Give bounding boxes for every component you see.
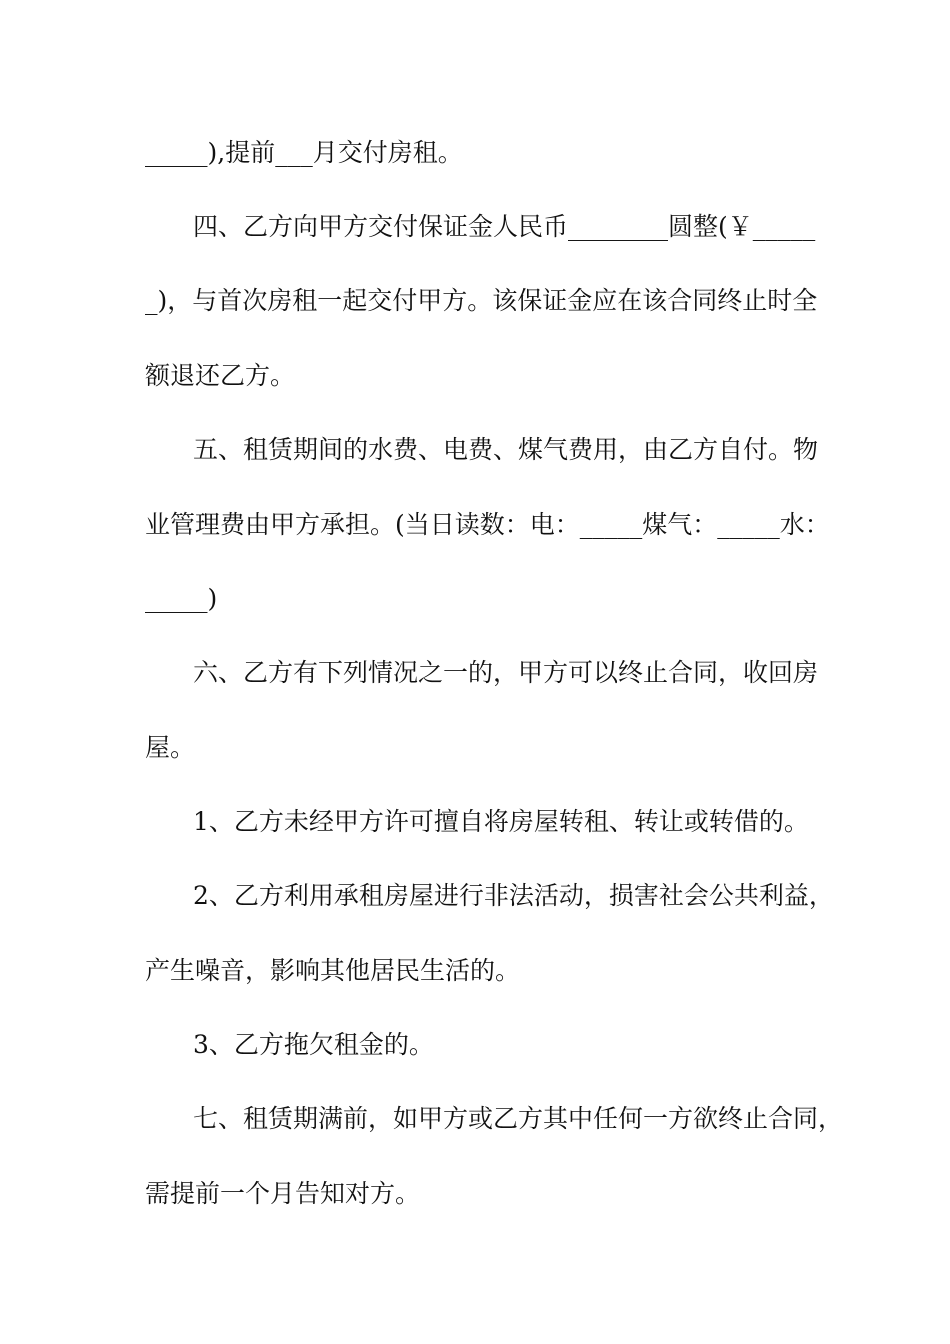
paragraph-6-line-2: 屋。: [145, 733, 196, 762]
clause-2-line-1: 2、乙方利用承租房屋进行非法活动，损害社会公共利益，: [193, 881, 834, 910]
clause-3-line: 3、乙方拖欠租金的。: [193, 1030, 434, 1059]
clause-2-line-2: 产生噪音，影响其他居民生活的。: [145, 956, 521, 985]
paragraph-5-line-2: 业管理费由甲方承担。(当日读数：电：_____煤气：_____水：: [145, 510, 830, 539]
paragraph-4-line-1: 四、乙方向甲方交付保证金人民币________圆整(￥_____: [193, 212, 816, 241]
text-line: _____),提前___月交付房租。: [145, 138, 463, 167]
paragraph-7-line-1: 七、租赁期满前，如甲方或乙方其中任何一方欲终止合同，: [193, 1104, 844, 1133]
paragraph-4-line-3: 额退还乙方。: [145, 361, 296, 390]
clause-1-line: 1、乙方未经甲方许可擅自将房屋转租、转让或转借的。: [193, 807, 809, 836]
paragraph-7-line-2: 需提前一个月告知对方。: [145, 1179, 421, 1208]
paragraph-6-line-1: 六、乙方有下列情况之一的，甲方可以终止合同，收回房: [193, 658, 819, 687]
paragraph-5-line-1: 五、租赁期间的水费、电费、煤气费用，由乙方自付。物: [193, 435, 819, 464]
paragraph-4-line-2: _)，与首次房租一起交付甲方。该保证金应在该合同终止时全: [145, 286, 818, 315]
paragraph-5-line-3: _____): [145, 584, 218, 613]
